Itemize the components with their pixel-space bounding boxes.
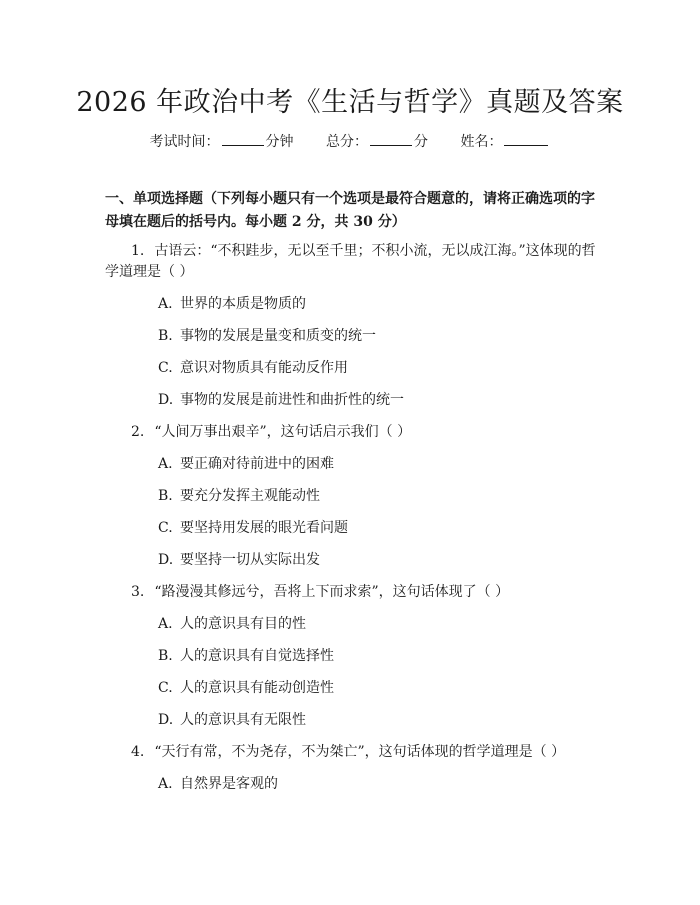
option-letter: A. xyxy=(158,776,173,792)
option-text: 人的意识具有能动创造性 xyxy=(180,680,334,696)
total-score-blank xyxy=(370,132,412,146)
question-1 xyxy=(105,241,597,283)
option-text: 要坚持用发展的眼光看问题 xyxy=(180,520,348,536)
option-text: 人的意识具有无限性 xyxy=(180,712,306,728)
exam-time-label: 考试时间： xyxy=(149,134,220,150)
section-heading: 一、单项选择题（下列每小题只有一个选项是最符合题意的，请将正确选项的字母填在题后的括号内。每小题 2 分，共 30 分） xyxy=(105,191,595,230)
option-text: 要充分发挥主观能动性 xyxy=(180,488,320,504)
question-text: “天行有常，不为尧存，不为桀亡”，这句话体现的哲学道理是（ ） xyxy=(154,744,566,760)
question-number: 3. xyxy=(131,584,145,600)
option-letter: C. xyxy=(158,680,173,696)
name-field xyxy=(460,131,550,151)
option-text: 要坚持一切从实际出发 xyxy=(180,552,320,568)
question-4-option-a xyxy=(158,774,278,794)
exam-time-field xyxy=(150,131,294,151)
option-text: 人的意识具有自觉选择性 xyxy=(180,648,334,664)
option-letter: A. xyxy=(158,456,173,472)
question-text: “人间万事出艰辛”，这句话启示我们（ ） xyxy=(154,424,412,440)
question-3-option-b xyxy=(158,646,334,666)
question-3-option-c xyxy=(158,678,334,698)
question-text: 古语云：“不积跬步，无以至千里；不积小流，无以成江海。”这体现的哲学道理是（ ） xyxy=(105,243,596,280)
option-text: 要正确对待前进中的困难 xyxy=(180,456,334,472)
question-2-option-a xyxy=(158,454,334,474)
question-text: “路漫漫其修远兮，吾将上下而求索”，这句话体现了（ ） xyxy=(154,584,510,600)
total-score-field xyxy=(326,131,428,151)
document-title: 2026 年政治中考《生活与哲学》真题及答案 xyxy=(76,87,624,118)
total-score-unit: 分 xyxy=(414,134,428,150)
option-text: 世界的本质是物质的 xyxy=(180,296,306,312)
question-1-option-c xyxy=(158,358,348,378)
option-letter: A. xyxy=(158,616,173,632)
question-4 xyxy=(105,742,597,763)
question-1-option-d xyxy=(158,390,404,410)
option-letter: C. xyxy=(158,520,173,536)
question-2-option-b xyxy=(158,486,320,506)
name-label: 姓名： xyxy=(460,134,503,150)
question-3-option-d xyxy=(158,710,306,730)
question-3-option-a xyxy=(158,614,306,634)
exam-time-blank xyxy=(222,132,264,146)
option-letter: D. xyxy=(158,392,174,408)
question-3 xyxy=(105,582,597,603)
option-text: 自然界是客观的 xyxy=(180,776,278,792)
option-text: 意识对物质具有能动反作用 xyxy=(180,360,348,376)
question-number: 2. xyxy=(131,424,145,440)
question-number: 4. xyxy=(131,744,145,760)
total-score-label: 总分： xyxy=(326,134,368,150)
exam-meta-line xyxy=(0,131,700,151)
question-1-option-a xyxy=(158,294,306,314)
option-letter: A. xyxy=(158,296,173,312)
question-2-option-c xyxy=(158,518,348,538)
option-letter: D. xyxy=(158,712,174,728)
option-text: 人的意识具有目的性 xyxy=(180,616,306,632)
name-blank xyxy=(504,132,548,146)
question-1-option-b xyxy=(158,326,376,346)
option-letter: D. xyxy=(158,552,174,568)
option-letter: B. xyxy=(158,488,173,504)
question-number: 1. xyxy=(131,243,145,259)
option-letter: C. xyxy=(158,360,173,376)
question-2-option-d xyxy=(158,550,320,570)
option-letter: B. xyxy=(158,648,173,664)
question-2 xyxy=(105,422,597,443)
option-text: 事物的发展是量变和质变的统一 xyxy=(180,328,376,344)
option-letter: B. xyxy=(158,328,173,344)
exam-time-unit: 分钟 xyxy=(265,134,294,150)
option-text: 事物的发展是前进性和曲折性的统一 xyxy=(180,392,404,408)
